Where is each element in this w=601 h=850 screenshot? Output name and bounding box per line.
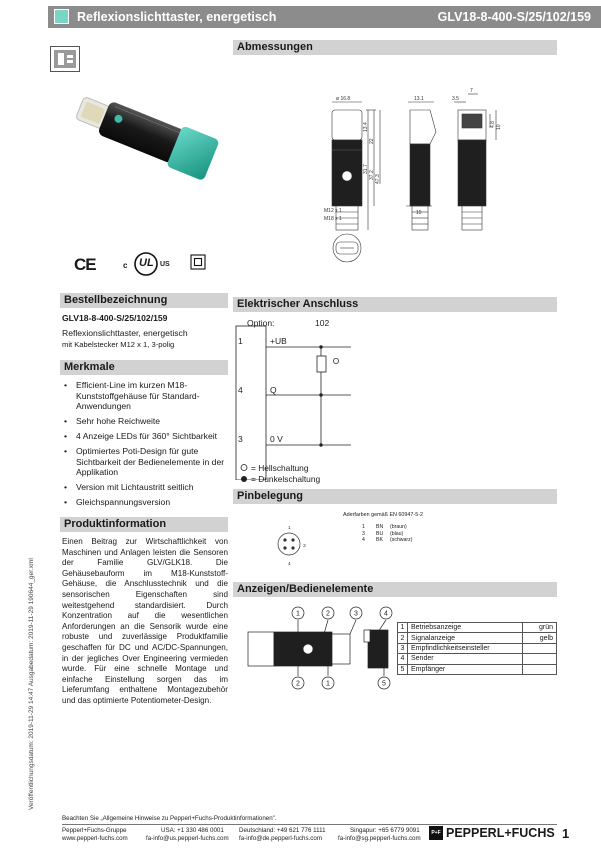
footer-divider	[62, 824, 557, 825]
dim-s2: 10	[496, 124, 502, 130]
page-header	[48, 6, 601, 28]
legend-symbols	[239, 463, 251, 487]
legend-dunkelschaltung: = Dunkelschaltung	[251, 474, 321, 484]
section-produktinformation: Produktinformation	[60, 517, 228, 532]
table-row	[398, 654, 557, 664]
order-code: GLV18-8-400-S/25/102/159	[62, 313, 168, 323]
product-photo	[64, 86, 224, 196]
dim-h3: 31.7	[363, 164, 369, 174]
header-code: GLV18-8-400-S/25/102/159	[437, 10, 591, 24]
indicator-value: gelb	[523, 633, 557, 643]
dim-top-width: 7	[470, 88, 473, 94]
table-row	[398, 664, 557, 674]
indicator-num: 4	[398, 654, 408, 664]
feature-item: • Sehr hohe Reichweite	[62, 416, 232, 427]
dimension-drawing	[320, 84, 560, 274]
ul-mark: UL	[139, 257, 154, 269]
dark-on-icon	[241, 476, 247, 482]
indicator-label: Betriebsanzeige	[408, 623, 523, 633]
legend-hellschaltung: = Hellschaltung	[251, 463, 309, 473]
light-on-icon	[241, 465, 247, 471]
callout-4: 4	[384, 610, 388, 618]
wire-code: BN	[376, 524, 384, 530]
pin-4-number: 4	[238, 385, 243, 395]
connector-pin-1: 1	[288, 526, 291, 531]
indicator-num: 5	[398, 664, 408, 674]
section-merkmale: Merkmale	[60, 360, 228, 375]
indicator-num: 3	[398, 643, 408, 653]
wire-color-note: Aderfarben gemäß EN 60947-5-2	[343, 512, 424, 518]
callout-3: 3	[354, 610, 358, 618]
footer-sg-phone: Singapur: +65 6779 9091	[350, 827, 420, 834]
pin-4-label: Q	[270, 385, 277, 395]
section-bestellbezeichnung: Bestellbezeichnung	[60, 293, 228, 308]
pin-1-number: 1	[238, 336, 243, 346]
callout-2-bottom: 2	[296, 680, 300, 688]
dim-side-width: 13.1	[414, 96, 424, 102]
indicator-num: 2	[398, 633, 408, 643]
callout-5-bottom: 5	[382, 680, 386, 688]
indicator-value	[523, 643, 557, 653]
protection-class-icon	[190, 254, 206, 270]
wire-code: BK	[376, 537, 383, 544]
ul-c-mark: c	[123, 261, 128, 270]
wire-color-table	[362, 524, 412, 544]
footer-usa-phone: USA: +1 330 486 0001	[161, 827, 224, 834]
indicator-table	[397, 622, 557, 675]
wire-code: BU	[376, 530, 384, 537]
dim-h5: 47.3	[375, 174, 381, 184]
logo-text: PEPPERL+FUCHS	[446, 826, 555, 840]
wire-color: (braun)	[390, 524, 407, 530]
connector-pin-4: 4	[288, 562, 291, 567]
dim-thread-m12: M12 x 1	[324, 208, 342, 214]
section-elektrischer-anschluss: Elektrischer Anschluss	[233, 297, 557, 312]
ul-us-mark: US	[160, 261, 170, 268]
wire-color: (blau)	[390, 530, 404, 537]
page-number: 1	[562, 826, 570, 841]
connector-pin-diagram	[270, 520, 320, 570]
dim-h4: 37.2	[369, 170, 375, 180]
pin-1-label: +UB	[270, 336, 287, 346]
indicator-drawing	[238, 604, 396, 694]
header-title: Reflexionslichttaster, energetisch	[77, 10, 277, 24]
footer-sg-email[interactable]: fa-info@sg.pepperl-fuchs.com	[338, 835, 421, 842]
option-label: Option:	[247, 318, 275, 328]
footer-de-phone: Deutschland: +49 621 776 1111	[239, 827, 326, 834]
footer-de-email[interactable]: fa-info@de.pepperl-fuchs.com	[239, 835, 322, 842]
table-row	[398, 623, 557, 633]
pin-3-label: 0 V	[270, 434, 283, 444]
indicator-label: Sender	[408, 654, 523, 664]
dim-side-bottom: 15	[416, 210, 422, 216]
wire-color: (schwarz)	[390, 537, 413, 544]
callout-1-bottom: 1	[326, 680, 330, 688]
indicator-label: Empfänger	[408, 664, 523, 674]
dim-h1: 13.4	[363, 122, 369, 132]
table-row	[398, 643, 557, 653]
footer-group: Pepperl+Fuchs-Gruppe	[62, 827, 127, 834]
company-logo	[429, 826, 555, 840]
dim-s1: 4.8	[490, 121, 496, 128]
section-abmessungen: Abmessungen	[233, 40, 557, 55]
section-anzeigen: Anzeigen/Bedienelemente	[233, 582, 557, 597]
indicator-num: 1	[398, 623, 408, 633]
order-desc-connector: mit Kabelstecker M12 x 1, 3-polig	[62, 340, 175, 349]
dim-top-offset: 3.5	[452, 96, 459, 102]
logo-mark-icon: P+F	[429, 826, 443, 840]
dim-diameter: ø 16.8	[336, 96, 351, 102]
product-info-text: Einen Beitrag zur Wirtschaftlichkeit von Maschinen und Anlagen leisten die Sensoren der Familie GLV/GLK18. Die Gehäusebauform im M18-Kunststoff-Gehäuse, die Anschlusstechnik und die sensorischen Eigenschaften sind weitestgehend standardisiert. Durch Konzentration auf die wesentlichen Anforderungen an die Sensorik wurde eine robuste und zuverlässige Produktfamilie geschaffen für DC und AC/DC-Spannungen, in der jegliches Over Engineering vermieden wurde. Für eine schnelle Montage und einfache Einstellung sorgen das im Lieferumfang enthaltene Montagezubehör und das optimierte Potentiometer-Design.	[62, 537, 228, 705]
footer-usa-email[interactable]: fa-info@us.pepperl-fuchs.com	[146, 835, 229, 842]
feature-item: • Optimiertes Poti-Design für gute Sichtbarkeit der Bedienelemente in der Applikation	[62, 446, 232, 478]
pin-3-number: 3	[238, 434, 243, 444]
wire-row	[362, 531, 412, 538]
callout-1: 1	[296, 610, 300, 618]
header-marker	[54, 9, 69, 24]
dim-h2: 22	[369, 138, 375, 144]
wire-row	[362, 524, 412, 531]
indicator-value	[523, 664, 557, 674]
side-publication-text: Veröffentlichungsdatum: 2019-11-29 14:47 Ausgabedatum: 2019-11-29 190644_ger.xml	[28, 558, 35, 810]
ce-mark: CE	[74, 255, 96, 274]
feature-list	[62, 380, 232, 513]
connector-pin-3: 3	[303, 544, 306, 549]
footer-note: Beachten Sie „Allgemeine Hinweise zu Pepperl+Fuchs-Produktinformationen".	[62, 815, 277, 822]
feature-item: • Version mit Lichtaustritt seitlich	[62, 482, 232, 493]
order-desc: Reflexionslichttaster, energetisch	[62, 328, 188, 338]
wire-num: 4	[362, 537, 365, 544]
wire-num: 3	[362, 530, 365, 537]
indicator-value: grün	[523, 623, 557, 633]
feature-item: • Gleichspannungsversion	[62, 497, 232, 508]
footer-web-link[interactable]: www.pepperl-fuchs.com	[62, 835, 128, 842]
table-row	[398, 633, 557, 643]
feature-item: • Efficient-Line im kurzen M18-Kunststoffgehäuse für Standard-Anwendungen	[62, 380, 232, 412]
section-pinbelegung: Pinbelegung	[233, 489, 557, 504]
product-type-icon	[50, 46, 80, 72]
option-value: 102	[315, 318, 330, 328]
indicator-label: Empfindlichkeitseinsteller	[408, 643, 523, 653]
indicator-label: Signalanzeige	[408, 633, 523, 643]
wire-num: 1	[362, 524, 365, 530]
wiring-diagram	[233, 314, 557, 480]
feature-item: • 4 Anzeige LEDs für 360° Sichtbarkeit	[62, 431, 232, 442]
indicator-value	[523, 654, 557, 664]
wire-row	[362, 537, 412, 544]
dim-thread-m18: M18 x 1	[324, 216, 342, 222]
callout-2: 2	[326, 610, 330, 618]
